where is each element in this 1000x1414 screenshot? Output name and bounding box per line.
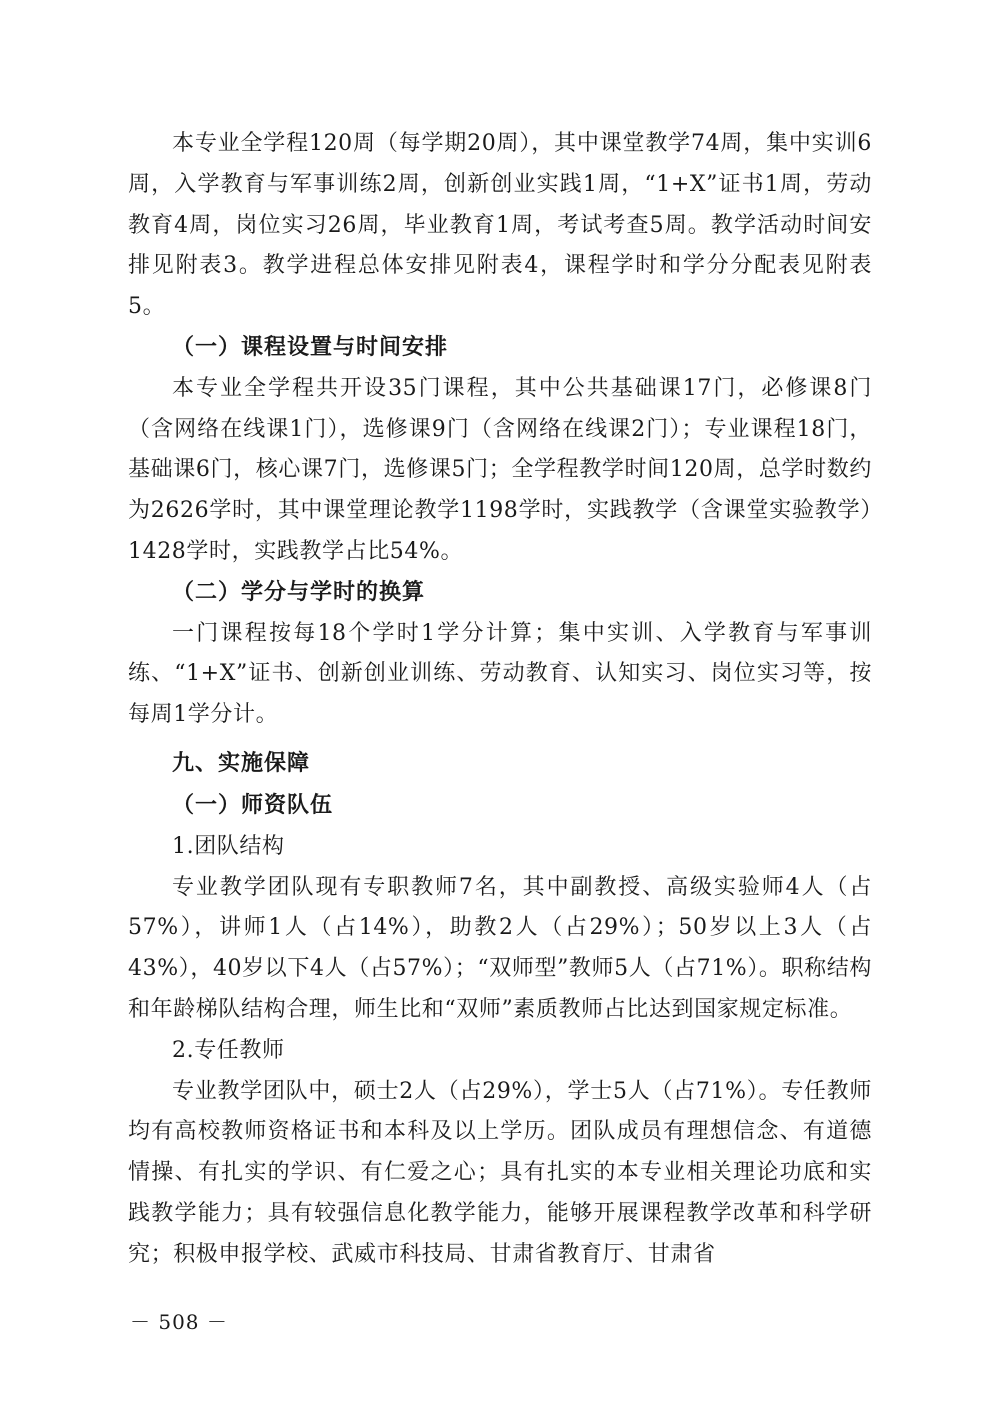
heading-credit-conversion: （二）学分与学时的换算 [172,579,426,605]
page-body [128,124,872,1276]
heading-section-9: 九、实施保障 [172,750,311,776]
paragraph-teachers: 专业教学团队中，硕士2人（占29%），学士5人（占71%）。专任教师均有高校教师资格证书和本科及以上学历。团队成员有理想信念、有道德情操、有扎实的学识、有仁爱之心；具有扎实的本专业相关理论功底和实践教学能力；具有较强信息化教学能力，能够开展课程教学改革和科学研究；积极申报学校、武威市科技局、甘肃省教育厅、甘肃省 [128,1078,872,1267]
paragraph-credits: 一门课程按每18个学时1学分计算；集中实训、入学教育与军事训练、“1+X”证书、创新创业训练、劳动教育、认知实习、岗位实习等，按每周1学分计。 [128,620,872,728]
heading-faculty: （一）师资队伍 [172,792,334,818]
subheading-team-structure: 1.团队结构 [172,833,285,859]
paragraph-courses: 本专业全学程共开设35门课程，其中公共基础课17门，必修课8门（含网络在线课1门），选修课9门（含网络在线课2门）；专业课程18门，基础课6门，核心课7门，选修课5门；全学程教学时间120周，总学时数约为2626学时，其中课堂理论教学1198学时，实践教学（含课堂实验教学）1428学时，实践教学占比54%。 [128,375,872,564]
paragraph-team: 专业教学团队现有专职教师7名，其中副教授、高级实验师4人（占57%），讲师1人（占14%），助教2人（占29%）；50岁以上3人（占43%），40岁以下4人（占57%）；“双师型”教师5人（占71%）。职称结构和年龄梯队结构合理，师生比和“双师”素质教师占比达到国家规定标准。 [128,874,872,1022]
paragraph-intro: 本专业全学程120周（每学期20周），其中课堂教学74周，集中实训6周，入学教育与军事训练2周，创新创业实践1周，“1+X”证书1周，劳动教育4周，岗位实习26周，毕业教育1周，考试考查5周。教学活动时间安排见附表3。教学进程总体安排见附表4，课程学时和学分分配表见附表5。 [128,131,872,320]
subheading-full-time-teachers: 2.专任教师 [172,1037,285,1063]
page-number: － 508 － [130,1310,228,1334]
heading-course-setup: （一）课程设置与时间安排 [172,334,449,360]
